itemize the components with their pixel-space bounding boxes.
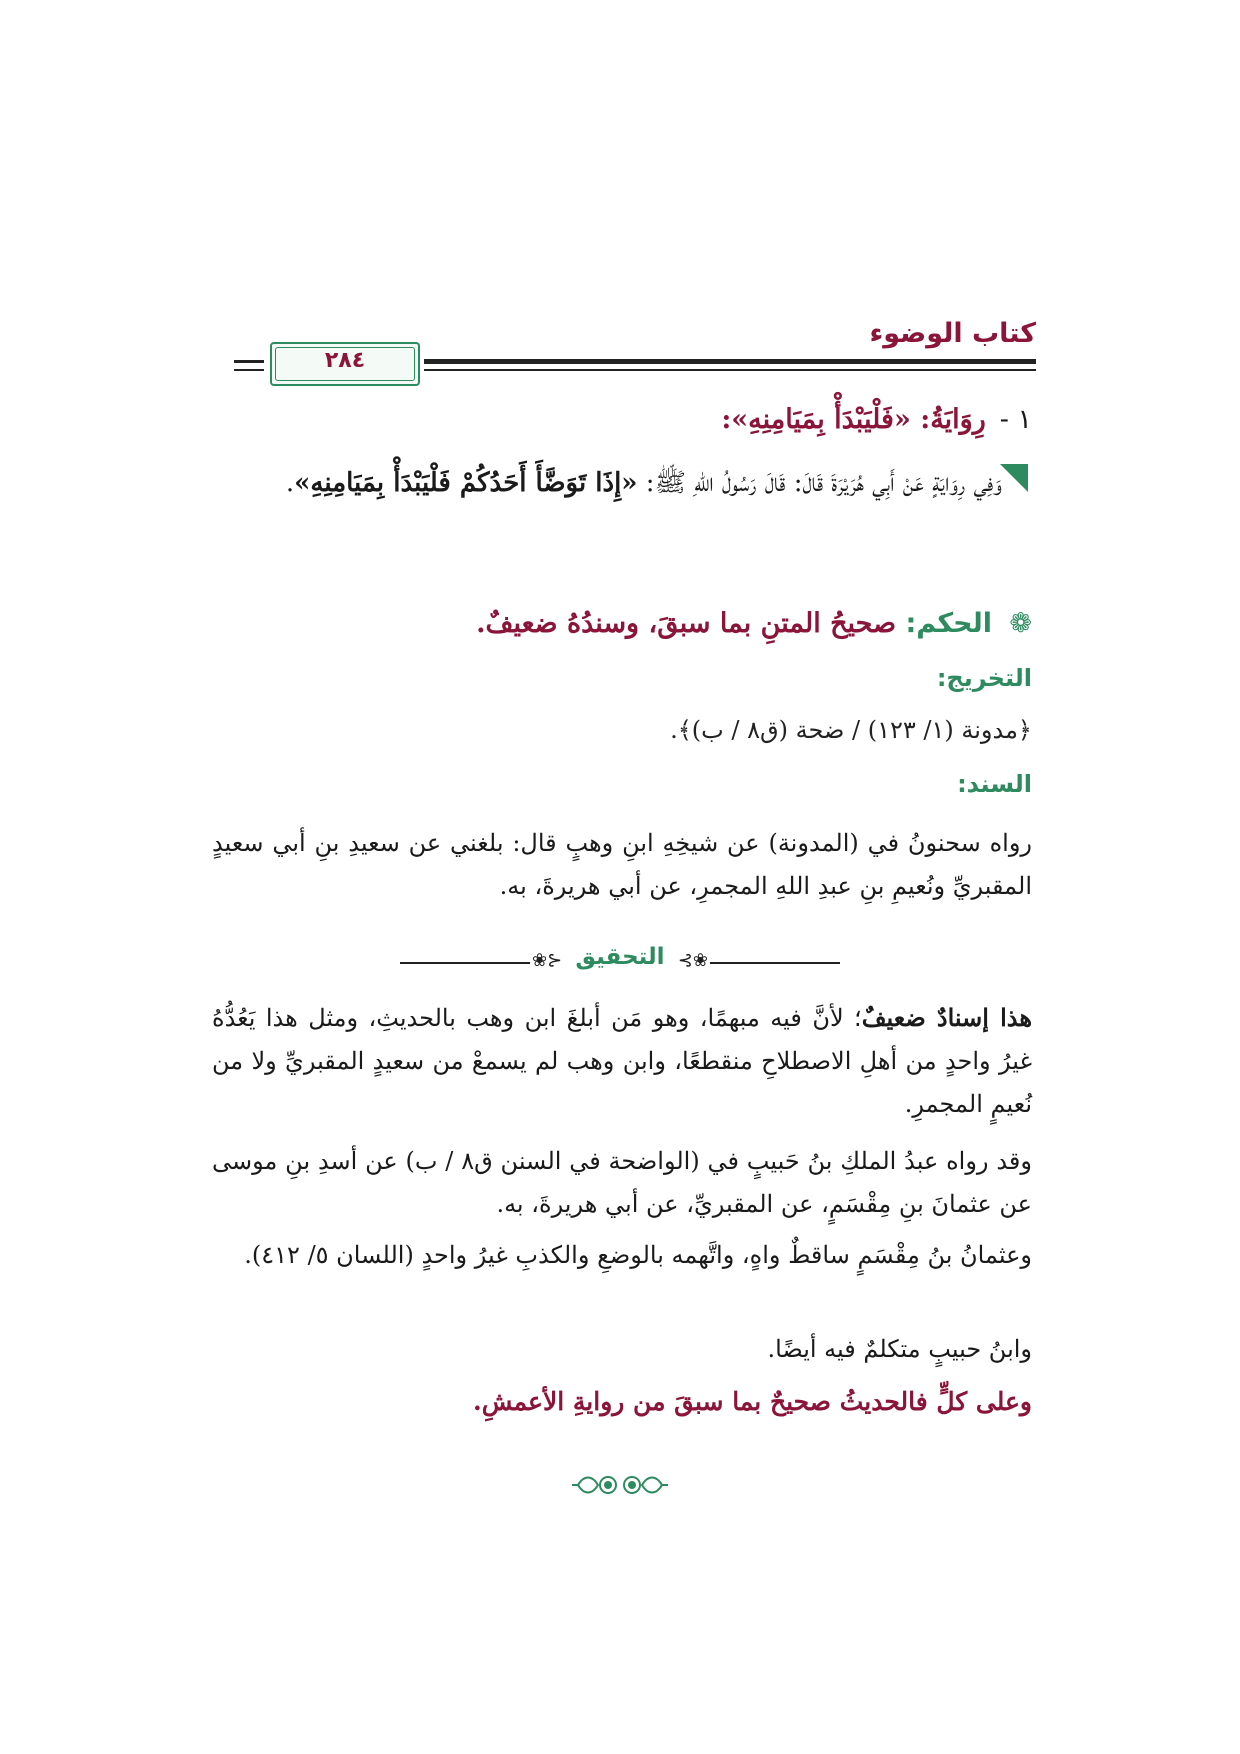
ruling-line: [212, 608, 1032, 639]
header-rule-thick: [424, 359, 1036, 364]
ruling-label: الحكم:: [905, 608, 992, 639]
page-number: ٢٨٤: [324, 348, 366, 373]
flower-icon: ❁: [1009, 608, 1032, 639]
tahqiq-paragraph-2: وقد رواه عبدُ الملكِ بنُ حَبيبٍ في (الواضحة في السنن ق٨ / ب) عن أسدِ بنِ موسى عن عثمانَ بنِ مِقْسَمٍ، عن المقبريِّ، عن أبي هريرةَ، به.: [212, 1147, 1032, 1218]
section-number: ١ -: [999, 404, 1032, 435]
header-rule-left-thin: [234, 369, 264, 371]
tahqiq-heading: التحقيق: [575, 944, 665, 970]
corner-ornament-icon: [1000, 464, 1028, 492]
tahqiq-paragraph-1-text: ؛ لأنَّ فيه مبهمًا، وهو مَن أبلغَ ابن وهب بالحديثِ، ومثل هذا يَعُدُّهُ غيرُ واحدٍ من أهلِ الاصطلاحِ منقطعًا، وابن وهب لم يسمعْ من سعيدٍ المقبريِّ ولا من نُعيمٍ المجمرِ.: [212, 1004, 1032, 1118]
hadith-end: .: [285, 468, 295, 498]
header-rule-thin: [424, 369, 1036, 371]
hadith-quote: «إِذَا تَوَضَّأَ أَحَدُكُمْ فَلْيَبْدَأْ بِمَيَامِنِهِ»: [294, 468, 638, 498]
tahqiq-divider: [400, 944, 840, 980]
takhrij-heading: التخريج:: [936, 664, 1032, 692]
divider-line-left: [400, 962, 530, 964]
tahqiq-paragraph-4: وابنُ حبيبٍ متكلمٌ فيه أيضًا.: [767, 1335, 1032, 1363]
end-ornament-icon: [570, 1470, 670, 1500]
book-title: كتاب الوضوء: [869, 318, 1036, 349]
sanad-paragraph: رواه سحنونُ في (المدونة) عن شيخِهِ ابنِ وهبٍ قال: بلغني عن سعيدِ بنِ أبي سعيدٍ المقبريِّ ونُعيمِ بنِ عبدِ اللهِ المجمرِ، عن أبي هريرةَ، به.: [212, 829, 1032, 900]
page-header: [234, 318, 1036, 390]
header-rule-left: [234, 360, 264, 363]
tahqiq-paragraph-1: [212, 996, 1032, 1126]
takhrij-text: ﴿مدونة (١/ ١٢٣) / ضحة (ق٨ / ب)﴾.: [670, 716, 1032, 744]
sanad-heading: السند:: [957, 770, 1032, 798]
divider-ornament-icon: ⊰❀: [677, 950, 708, 971]
isnad-verdict: هذا إسنادٌ ضعيفٌ: [861, 1003, 1032, 1032]
ruling-text: صحيحُ المتنِ بما سبقَ، وسندُهُ ضعيفٌ.: [476, 608, 897, 639]
hadith-intro: وَفِي رِوَايَةٍ عَنْ أَبِي هُرَيْرَةَ قَالَ: قَالَ رَسُولُ اللهِ ﷺ:: [637, 468, 1002, 498]
hadith-text: [156, 460, 1022, 506]
tahqiq-paragraph-3: وعثمانُ بنُ مِقْسَمٍ ساقطٌ واهٍ، واتَّهمه بالوضعِ والكذبِ غيرُ واحدٍ (اللسان ٥/ ٤١٢).: [244, 1241, 1032, 1269]
page-number-frame: [270, 342, 420, 386]
conclusion: وعلى كلٍّ فالحديثُ صحيحٌ بما سبقَ من روايةِ الأعمشِ.: [473, 1387, 1032, 1416]
divider-ornament-icon: ❀⊱: [532, 950, 563, 971]
section-title: رِوَايَةُ: «فَلْيَبْدَأْ بِمَيَامِنِهِ»:: [721, 404, 986, 435]
section-heading: [212, 404, 1032, 435]
